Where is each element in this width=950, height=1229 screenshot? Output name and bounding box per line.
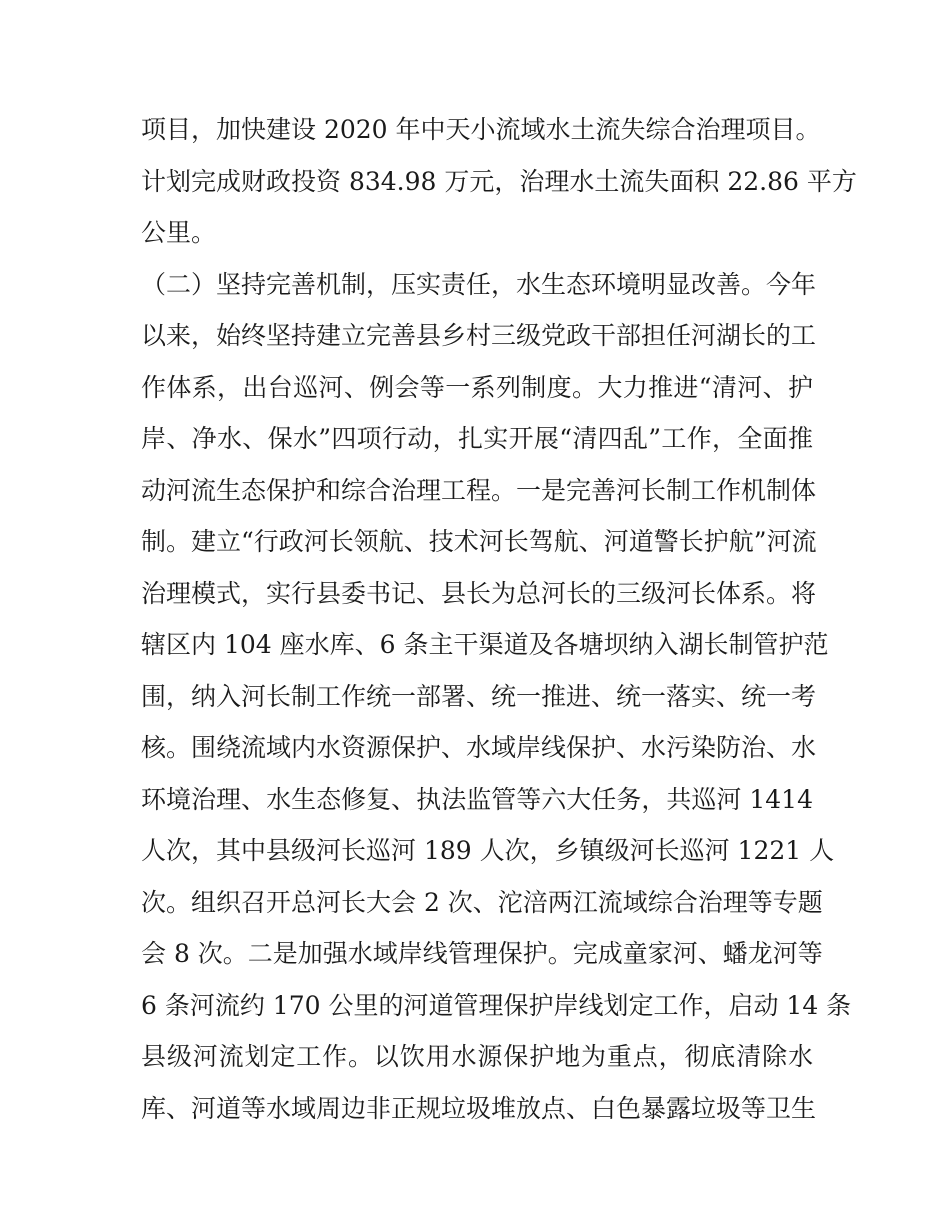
text-line: 人次，其中县级河长巡河 189 人次，乡镇级河长巡河 1221 人 xyxy=(141,836,835,865)
text-line: 项目，加快建设 2020 年中天小流域水土流失综合治理项目。 xyxy=(141,115,821,144)
text-line: 制。建立“行政河长领航、技术河长驾航、河道警长护航”河流 xyxy=(141,527,817,556)
text-line: （二）坚持完善机制，压实责任，水生态环境明显改善。今年 xyxy=(141,269,817,299)
text-line: 作体系，出台巡河、例会等一系列制度。大力推进“清河、护 xyxy=(141,372,813,402)
text-line: 会 8 次。二是加强水域岸线管理保护。完成童家河、蟠龙河等 xyxy=(141,939,823,968)
text-line: 环境治理、水生态修复、执法监管等六大任务，共巡河 1414 xyxy=(141,784,813,814)
text-line: 库、河道等水域周边非正规垃圾堆放点、白色暴露垃圾等卫生 xyxy=(141,1093,817,1123)
text-line: 围，纳入河长制工作统一部署、统一推进、统一落实、统一考 xyxy=(141,681,817,711)
text-line: 岸、净水、保水”四项行动，扎实开展“清四乱”工作，全面推 xyxy=(141,424,813,453)
text-line: 县级河流划定工作。以饮用水源保护地为重点，彻底清除水 xyxy=(141,1042,813,1071)
text-line: 核。围绕流域内水资源保护、水域岸线保护、水污染防治、水 xyxy=(141,733,817,762)
text-line: 以来，始终坚持建立完善县乡村三级党政干部担任河湖长的工 xyxy=(141,321,817,350)
body-text xyxy=(141,104,857,1134)
text-line: 计划完成财政投资 834.98 万元，治理水土流失面积 22.86 平方 xyxy=(141,166,857,196)
text-line: 6 条河流约 170 公里的河道管理保护岸线划定工作，启动 14 条 xyxy=(141,990,852,1020)
text-line: 动河流生态保护和综合治理工程。一是完善河长制工作机制体 xyxy=(141,475,817,505)
text-line: 辖区内 104 座水库、6 条主干渠道及各塘坝纳入湖长制管护范 xyxy=(141,630,829,659)
text-line: 次。组织召开总河长大会 2 次、沱涪两江流域综合治理等专题 xyxy=(141,887,823,917)
text-line: 公里。 xyxy=(141,218,217,247)
text-line: 治理模式，实行县委书记、县长为总河长的三级河长体系。将 xyxy=(141,578,817,608)
